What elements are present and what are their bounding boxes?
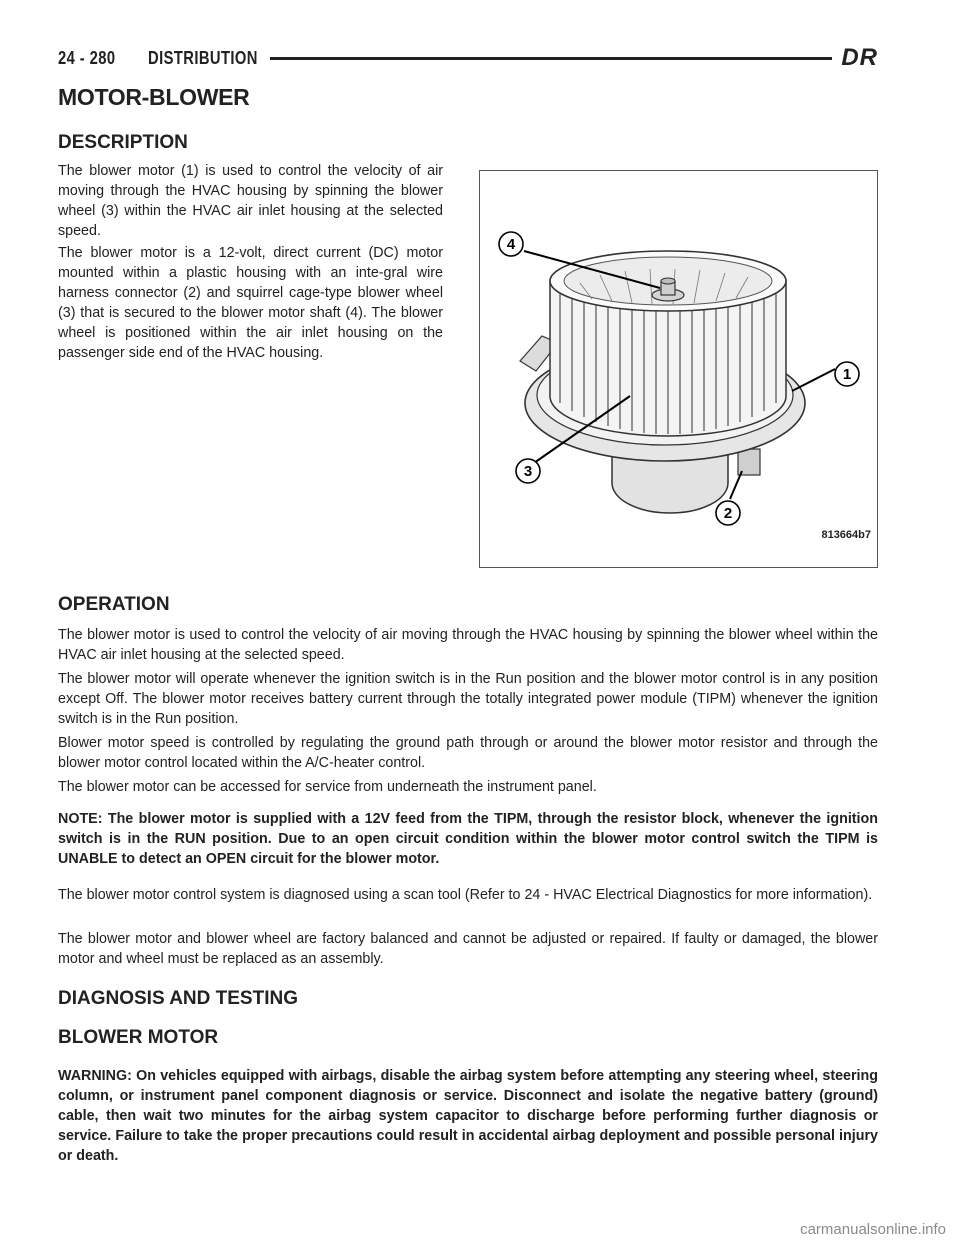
description-paragraph-1: The blower motor (1) is used to control the velocity of air moving through the HVAC housing by spinning the blower wheel (3) within the HVAC air inlet housing at the selected speed. xyxy=(58,163,443,239)
diagnosis-heading: DIAGNOSIS AND TESTING xyxy=(58,988,298,1009)
operation-paragraph-5: The blower motor control system is diagnosed using a scan tool (Refer to 24 - HVAC Electrical Diagnostics for more information). xyxy=(58,887,873,903)
header-rule xyxy=(270,57,832,60)
callout-3: 3 xyxy=(523,463,533,480)
airbag-warning: WARNING: On vehicles equipped with airbags, disable the airbag system before attempting any steering wheel, steering column, or instrument panel component diagnosis or service. Disconnect and isolate the negative battery (ground) cable, then wait two minutes for the airbag system capacitor to discharge before performing further diagnosis or service. Failure to take the proper precautions could result in accidental airbag deployment and possible personal injury or death. xyxy=(58,1068,878,1164)
section-name: DISTRIBUTION xyxy=(148,48,258,68)
description-paragraph-2: The blower motor is a 12-volt, direct current (DC) motor mounted within a plastic housing with an inte-gral wire harness connector (2) and squirrel cage-type blower wheel (3) that is secured to the blower motor shaft (4). The blower wheel is positioned within the air inlet housing on the passenger side end of the HVAC housing. xyxy=(58,245,443,361)
operation-note: NOTE: The blower motor is supplied with a 12V feed from the TIPM, through the resistor block, whenever the ignition switch is in the RUN position. Due to an open circuit condition within the blower motor control switch the TIPM is UNABLE to detect an OPEN circuit for the blower motor. xyxy=(58,811,878,867)
description-heading: DESCRIPTION xyxy=(58,132,188,153)
figure-id: 813664b7 xyxy=(821,529,871,541)
page-title: MOTOR-BLOWER xyxy=(58,84,250,110)
model-code: DR xyxy=(841,44,878,71)
page-header xyxy=(58,44,880,74)
operation-paragraph-1: The blower motor is used to control the velocity of air moving through the HVAC housing by spinning the blower wheel within the HVAC air inlet housing at the selected speed. xyxy=(58,627,878,663)
callout-2: 2 xyxy=(723,505,733,522)
blower-motor-figure xyxy=(479,170,878,568)
callout-1: 1 xyxy=(842,366,852,383)
operation-heading: OPERATION xyxy=(58,594,170,615)
operation-paragraph-6: The blower motor and blower wheel are factory balanced and cannot be adjusted or repaired. If faulty or damaged, the blower motor and wheel must be replaced as an assembly. xyxy=(58,931,878,967)
blower-motor-subheading: BLOWER MOTOR xyxy=(58,1027,219,1048)
blower-motor-illustration xyxy=(480,171,877,567)
operation-paragraph-4: The blower motor can be accessed for service from underneath the instrument panel. xyxy=(58,779,597,795)
callout-4: 4 xyxy=(506,236,516,253)
operation-paragraph-3: Blower motor speed is controlled by regulating the ground path through or around the blower motor resistor and through the blower motor control located within the A/C-heater control. xyxy=(58,735,878,771)
watermark: carmanualsonline.info xyxy=(800,1221,946,1238)
page-number: 24 - 280 xyxy=(58,48,116,68)
operation-paragraph-2: The blower motor will operate whenever the ignition switch is in the Run position and the blower motor control is in any position except Off. The blower motor receives battery current through the totally integrated power module (TIPM) whenever the ignition switch is in the Run position. xyxy=(58,671,878,727)
